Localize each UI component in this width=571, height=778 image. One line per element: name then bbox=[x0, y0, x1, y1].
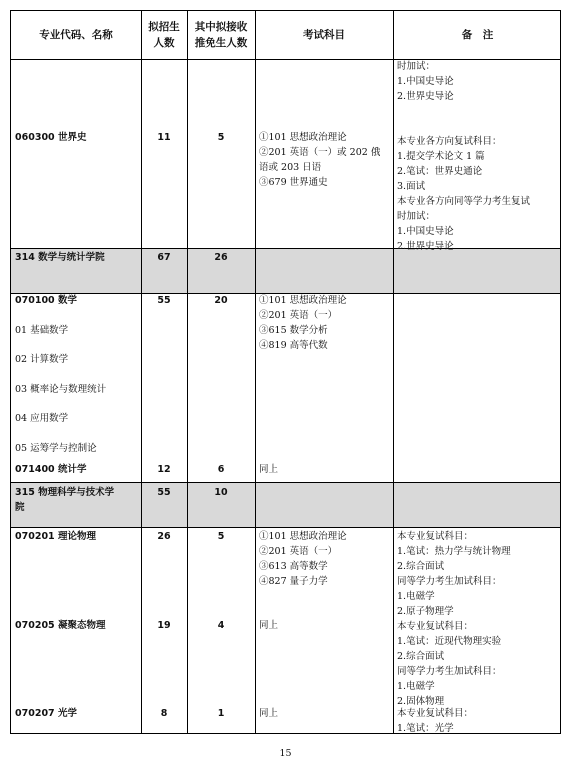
note-line: 同等学力考生加试科目： bbox=[397, 576, 502, 587]
note-line: 1.电磁学 bbox=[397, 591, 435, 602]
exam-line: 语或 203 日语 bbox=[259, 162, 322, 173]
section-315 bbox=[15, 485, 114, 515]
header-exam bbox=[255, 11, 393, 59]
exam-line: ①101 思想政治理论 bbox=[259, 531, 347, 542]
header-exempt-line2: 推免生人数 bbox=[194, 37, 248, 49]
major-070205: 070205 凝聚态物理 bbox=[15, 620, 106, 631]
header-major-label: 专业代码、名称 bbox=[39, 29, 113, 41]
header-exam-label: 考试科目 bbox=[303, 29, 345, 41]
major-070201: 070201 理论物理 bbox=[15, 531, 96, 542]
header-exempt bbox=[187, 11, 255, 59]
note-line: 时加试： bbox=[397, 211, 436, 222]
direction-04: 04 应用数学 bbox=[15, 413, 69, 424]
exam-070201 bbox=[259, 529, 347, 589]
exam-070205: 同上 bbox=[259, 620, 279, 631]
note-line: 1.中国史导论 bbox=[397, 226, 454, 237]
exam-line: ④819 高等代数 bbox=[259, 340, 328, 351]
note-line: 本专业各方向复试科目： bbox=[397, 136, 502, 147]
section-315-line1: 315 物理科学与技术学 bbox=[15, 487, 115, 498]
note-line: 2.固体物理 bbox=[397, 696, 445, 707]
quota-315: 55 bbox=[157, 487, 171, 498]
exempt-060300: 5 bbox=[217, 132, 225, 143]
column-divider bbox=[393, 11, 394, 733]
section-314: 314 数学与统计学院 bbox=[15, 252, 105, 263]
exam-line: ①101 思想政治理论 bbox=[259, 132, 347, 143]
direction-02: 02 计算数学 bbox=[15, 354, 69, 365]
note-line: 1.笔试：热力学与统计物理 bbox=[397, 546, 511, 557]
exempt-315: 10 bbox=[214, 487, 228, 498]
note-line: 同等学力考生加试科目： bbox=[397, 666, 502, 677]
note-line: 1.笔试：光学 bbox=[397, 723, 454, 734]
major-070100: 070100 数学 bbox=[15, 295, 77, 306]
section-315-line2: 院 bbox=[15, 502, 25, 513]
exempt-070205: 4 bbox=[217, 620, 225, 631]
note-line: 1.中国史导论 bbox=[397, 76, 454, 87]
notes-060300 bbox=[397, 59, 530, 254]
exempt-071400: 6 bbox=[217, 464, 225, 475]
note-line: 2.综合面试 bbox=[397, 561, 445, 572]
exempt-070207: 1 bbox=[217, 708, 225, 719]
notes-070207 bbox=[397, 706, 473, 736]
enrollment-table bbox=[10, 10, 561, 734]
exam-line: ③679 世界通史 bbox=[259, 177, 328, 188]
note-line: 时加试： bbox=[397, 61, 436, 72]
header-exempt-line1: 其中拟接收 bbox=[194, 21, 248, 33]
exam-line: ②201 英语（一）或 202 俄 bbox=[259, 147, 381, 158]
direction-03: 03 概率论与数理统计 bbox=[15, 384, 107, 395]
exempt-070201: 5 bbox=[217, 531, 225, 542]
exam-line: ③615 数学分析 bbox=[259, 325, 328, 336]
note-line: 1.提交学术论文 1 篇 bbox=[397, 151, 485, 162]
note-line: 2.世界史导论 bbox=[397, 241, 454, 252]
row-divider bbox=[11, 482, 560, 483]
note-line: 3.面试 bbox=[397, 181, 426, 192]
quota-070205: 19 bbox=[157, 620, 171, 631]
exempt-314: 26 bbox=[214, 252, 228, 263]
note-line: 2.世界史导论 bbox=[397, 91, 454, 102]
note-line: 本专业复试科目： bbox=[397, 531, 474, 542]
exam-line: ②201 英语（一） bbox=[259, 546, 338, 557]
exam-line: ②201 英语（一） bbox=[259, 310, 338, 321]
page-number: 15 bbox=[279, 748, 292, 759]
row-divider bbox=[11, 527, 560, 528]
note-line: 本专业复试科目： bbox=[397, 708, 474, 719]
quota-070207: 8 bbox=[160, 708, 168, 719]
exempt-070100: 20 bbox=[214, 295, 228, 306]
header-quota bbox=[141, 11, 187, 59]
exam-line: ③613 高等数学 bbox=[259, 561, 328, 572]
quota-060300: 11 bbox=[157, 132, 171, 143]
exam-071400: 同上 bbox=[259, 464, 279, 475]
note-line: 1.电磁学 bbox=[397, 681, 435, 692]
note-line: 1.笔试：近现代物理实验 bbox=[397, 636, 502, 647]
exam-line: ④827 量子力学 bbox=[259, 576, 328, 587]
quota-314: 67 bbox=[157, 252, 171, 263]
major-071400: 071400 统计学 bbox=[15, 464, 87, 475]
quota-071400: 12 bbox=[157, 464, 171, 475]
direction-01: 01 基础数学 bbox=[15, 325, 69, 336]
note-line: 2.综合面试 bbox=[397, 651, 445, 662]
header-notes-label: 备 注 bbox=[461, 29, 494, 41]
note-line: 2.原子物理学 bbox=[397, 606, 454, 617]
note-line: 2.笔试：世界史通论 bbox=[397, 166, 483, 177]
note-line: 本专业复试科目： bbox=[397, 621, 474, 632]
notes-070205 bbox=[397, 619, 502, 709]
header-major bbox=[11, 11, 141, 59]
exam-line: ①101 思想政治理论 bbox=[259, 295, 347, 306]
header-quota-line1: 拟招生 bbox=[148, 21, 180, 33]
direction-05: 05 运筹学与控制论 bbox=[15, 443, 97, 454]
major-060300: 060300 世界史 bbox=[15, 132, 87, 143]
header-quota-line2: 人数 bbox=[153, 37, 175, 49]
exam-070100 bbox=[259, 293, 347, 353]
quota-070100: 55 bbox=[157, 295, 171, 306]
quota-070201: 26 bbox=[157, 531, 171, 542]
header-notes bbox=[393, 11, 562, 59]
major-070207: 070207 光学 bbox=[15, 708, 77, 719]
notes-070201 bbox=[397, 529, 511, 619]
exam-070207: 同上 bbox=[259, 708, 279, 719]
note-line: 本专业各方向同等学力考生复试 bbox=[397, 196, 531, 207]
exam-060300 bbox=[259, 130, 380, 190]
column-divider bbox=[255, 11, 256, 733]
